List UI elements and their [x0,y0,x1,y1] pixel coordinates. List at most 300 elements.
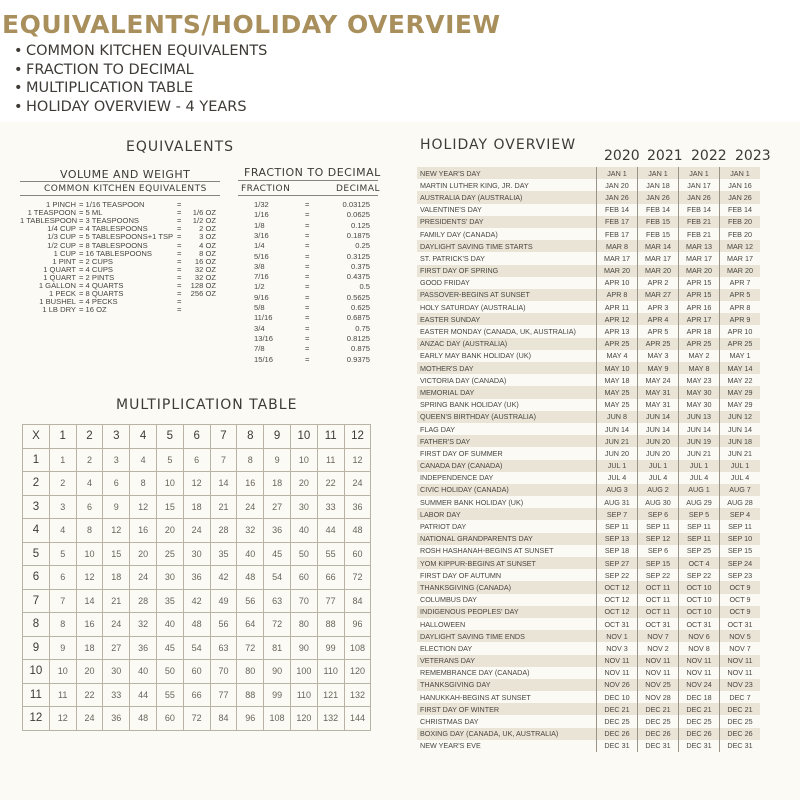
holiday-title: HOLIDAY OVERVIEW [420,137,577,153]
product-cell: 132 [317,707,344,731]
fraction-value: 3/8 [254,261,265,271]
holiday-date: NOV 11 [638,667,679,679]
equals-sign: = [177,208,182,218]
kitchen-amount: 1/2 CUP [47,240,76,250]
product-cell: 28 [210,519,237,543]
kitchen-ounces: 4 OZ [199,240,216,250]
holiday-date: AUG 7 [720,484,761,496]
holiday-date: NOV 2 [638,642,679,654]
holiday-name: EASTER SUNDAY [417,313,597,325]
column-header: 6 [183,425,210,449]
fraction-value: 3/4 [254,323,265,333]
row-header: 10 [23,660,50,684]
product-cell: 96 [237,707,264,731]
holiday-date: NOV 11 [638,655,679,667]
holiday-name: CANADA DAY (CANADA) [417,460,597,472]
multiplication-row [23,660,371,684]
holiday-date: JAN 26 [638,191,679,203]
product-cell: 24 [344,472,371,496]
holiday-name: FLAG DAY [420,424,456,434]
product-cell: 27 [264,495,291,519]
holiday-date: MAY 14 [720,362,761,374]
kitchen-amount: 1 TABLESPOON [20,216,78,226]
kitchen-ounces: 32 OZ [194,272,216,282]
holiday-date: NOV 23 [720,679,761,691]
holiday-name: GOOD FRIDAY [420,278,470,288]
holiday-date: MAR 27 [638,289,679,301]
kitchen-amount: 1 GALLON [38,281,76,290]
holiday-row [417,740,760,752]
fraction-value: 1/32 [254,200,269,209]
product-cell: 10 [290,448,317,472]
product-cell: 54 [183,636,210,660]
holiday-date: JUN 14 [597,423,638,435]
holiday-date: APR 13 [597,325,638,337]
holiday-name: NEW YEAR'S EVE [420,741,481,751]
equals-sign: = [305,220,310,230]
holiday-date: OCT 9 [720,581,761,593]
holiday-row [417,350,760,362]
holiday-date: JUL 1 [720,460,761,472]
kitchen-equivalent: = 4 QUARTS [79,281,124,290]
kitchen-equivalent: = 5 ML [79,208,103,218]
holiday-name: SPRING BANK HOLIDAY (UK) [420,400,519,410]
holiday-date: JUN 19 [679,435,720,447]
product-cell: 5 [49,542,76,566]
holiday-date: AUG 2 [638,484,679,496]
product-cell: 15 [103,542,130,566]
product-cell: 108 [264,707,291,731]
holiday-row [417,399,760,411]
holiday-date: NOV 5 [720,630,761,642]
product-cell: 24 [103,613,130,637]
holiday-date: MAR 20 [720,265,761,277]
holiday-date: NOV 1 [597,630,638,642]
holiday-date: MAY 8 [679,362,720,374]
holiday-date: MAR 14 [638,240,679,252]
holiday-date: AUG 3 [597,484,638,496]
kitchen-ounces: 1/2 OZ [192,216,216,226]
kitchen-amount: 1/4 CUP [47,224,76,234]
product-cell: 14 [210,472,237,496]
holiday-name: PATRIOT DAY [420,522,467,532]
holiday-name: REMEMBRANCE DAY (CANADA) [420,668,530,678]
holiday-row [417,606,760,618]
product-cell: 110 [290,683,317,707]
holiday-date: SEP 11 [679,520,720,532]
holiday-name: CHRISTMAS DAY [420,717,479,727]
kitchen-heading: COMMON KITCHEN EQUIVALENTS [44,184,207,194]
holiday-row [417,715,760,727]
holiday-date: APR 8 [720,301,761,313]
holiday-row [417,277,760,289]
kitchen-equivalent: = 5 TABLESPOONS+1 TSP [79,232,174,242]
contents-item: • HOLIDAY OVERVIEW - 4 YEARS [14,98,247,115]
product-cell: 70 [290,589,317,613]
product-cell: 12 [344,448,371,472]
product-cell: 72 [264,613,291,637]
product-cell: 88 [237,683,264,707]
product-cell: 7 [210,448,237,472]
product-cell: 7 [49,589,76,613]
product-cell: 8 [130,472,157,496]
decimal-value: 0.8125 [346,333,370,343]
holiday-date: DEC 31 [720,740,761,752]
holiday-date: SEP 27 [597,557,638,569]
holiday-row [417,496,760,508]
holiday-date: FEB 20 [720,228,761,240]
holiday-date: NOV 11 [679,667,720,679]
holiday-row [417,533,760,545]
holiday-name: BOXING DAY (CANADA, UK, AUSTRALIA) [417,728,597,740]
equals-sign: = [305,282,310,292]
holiday-date: OCT 11 [638,581,679,593]
holiday-row [417,691,760,703]
holiday-name: INDIGENOUS PEOPLES' DAY [417,606,597,618]
decimal-value: 0.9375 [346,354,370,364]
product-cell: 66 [317,566,344,590]
holiday-date: DEC 10 [597,691,638,703]
decimal-col-header: DECIMAL [336,184,380,194]
kitchen-amount: 1 QUART [43,264,76,274]
fraction-value: 9/16 [254,292,269,302]
holiday-date: SEP 11 [638,520,679,532]
holiday-row [417,460,760,472]
equals-sign: = [305,210,310,220]
holiday-date: AUG 1 [679,484,720,496]
holiday-date: MAY 24 [638,374,679,386]
equals-sign: = [177,232,182,242]
holiday-date: MAY 23 [679,374,720,386]
holiday-date: MAY 10 [597,362,638,374]
product-cell: 11 [49,683,76,707]
holiday-table [417,167,760,752]
holiday-row [417,581,760,593]
holiday-date: APR 25 [720,338,761,350]
holiday-date: MAY 25 [597,386,638,398]
kitchen-equivalent: = 2 PINTS [79,272,115,282]
holiday-date: MAR 8 [597,240,638,252]
column-header: 8 [237,425,264,449]
decimal-value: 0.875 [350,344,370,354]
product-cell: 81 [264,636,291,660]
fraction-value: 11/16 [254,313,273,323]
holiday-name: THANKSGIVING (CANADA) [417,581,597,593]
holiday-name: ST. PATRICK'S DAY [420,253,485,263]
product-cell: 84 [344,589,371,613]
product-cell: 3 [103,448,130,472]
holiday-date: DEC 25 [679,715,720,727]
product-cell: 121 [317,683,344,707]
holiday-date: FEB 21 [679,216,720,228]
holiday-date: MAY 4 [597,350,638,362]
divider [238,195,378,196]
holiday-date: NOV 8 [679,642,720,654]
product-cell: 72 [237,636,264,660]
multiplication-table [22,424,371,731]
holiday-row [417,655,760,667]
kitchen-amount: 1 PINCH [46,200,76,209]
product-cell: 24 [237,495,264,519]
product-cell: 5 [156,448,183,472]
holiday-row [417,216,760,228]
product-cell: 21 [103,589,130,613]
kitchen-equivalent: = 16 TABLESPOONS [79,248,152,258]
product-cell: 45 [156,636,183,660]
holiday-date: JUN 18 [720,435,761,447]
holiday-date: NOV 11 [720,655,761,667]
holiday-row [417,545,760,557]
holiday-date: SEP 22 [597,569,638,581]
product-cell: 4 [49,519,76,543]
product-cell: 60 [156,707,183,731]
holiday-name: MARTIN LUTHER KING, JR. DAY [420,180,529,190]
holiday-date: OCT 9 [720,606,761,618]
holiday-date: JAN 1 [720,167,761,179]
equals-sign: = [305,230,310,240]
product-cell: 12 [183,472,210,496]
holiday-date: DEC 21 [597,703,638,715]
holiday-row [417,472,760,484]
holiday-row [417,435,760,447]
product-cell: 10 [156,472,183,496]
column-header: 9 [264,425,291,449]
holiday-row [417,411,760,423]
holiday-name: PASSOVER-BEGINS AT SUNSET [417,289,597,301]
holiday-date: APR 15 [679,277,720,289]
holiday-date: SEP 6 [638,508,679,520]
fraction-value: 5/16 [254,251,269,261]
holiday-date: DEC 26 [679,728,720,740]
equals-sign: = [305,272,310,282]
holiday-date: MAY 31 [638,386,679,398]
holiday-date: APR 15 [679,289,720,301]
holiday-row [417,362,760,374]
year-header: 2022 [691,148,727,164]
equals-sign: = [305,241,310,251]
product-cell: 56 [210,613,237,637]
holiday-date: MAR 17 [638,252,679,264]
volume-heading: VOLUME AND WEIGHT [60,168,191,181]
holiday-name: VALENTINE'S DAY [420,205,482,215]
product-cell: 36 [344,495,371,519]
product-cell: 48 [237,566,264,590]
kitchen-equivalent: = 4 PECKS [79,297,118,307]
holiday-date: DEC 26 [720,728,761,740]
holiday-date: OCT 31 [720,618,761,630]
holiday-date: DEC 25 [720,715,761,727]
holiday-name: FATHER'S DAY [417,435,597,447]
product-cell: 16 [76,613,103,637]
holiday-date: NOV 28 [638,691,679,703]
product-cell: 40 [237,542,264,566]
product-cell: 49 [210,589,237,613]
holiday-date: JUL 4 [597,472,638,484]
product-cell: 60 [344,542,371,566]
product-cell: 12 [49,707,76,731]
row-header: 9 [23,636,50,660]
product-cell: 60 [183,660,210,684]
multiplication-row [23,542,371,566]
holiday-date: JAN 26 [597,191,638,203]
holiday-date: MAY 31 [638,399,679,411]
multiplication-row [23,425,371,449]
holiday-row [417,167,760,179]
holiday-date: NOV 11 [679,655,720,667]
kitchen-ounces: 16 OZ [194,256,216,266]
holiday-date: JAN 17 [679,179,720,191]
contents-list [14,42,267,116]
holiday-date: MAY 22 [720,374,761,386]
product-cell: 18 [103,566,130,590]
holiday-date: MAY 18 [597,374,638,386]
holiday-date: JAN 26 [720,191,761,203]
product-cell: 70 [210,660,237,684]
multiplication-row [23,566,371,590]
holiday-date: JAN 1 [597,167,638,179]
holiday-date: APR 5 [720,289,761,301]
holiday-date: NOV 7 [638,630,679,642]
holiday-date: MAY 1 [720,350,761,362]
column-header: 4 [130,425,157,449]
product-cell: 32 [237,519,264,543]
product-cell: 18 [76,636,103,660]
product-cell: 18 [183,495,210,519]
holiday-name: COLUMBUS DAY [420,595,477,605]
holiday-date: DEC 25 [597,715,638,727]
multiplication-row [23,519,371,543]
holiday-name: DAYLIGHT SAVING TIME STARTS [417,240,597,252]
holiday-date: OCT 4 [679,557,720,569]
decimal-value: 0.125 [350,220,370,230]
product-cell: 45 [264,542,291,566]
decimal-value: 0.1875 [346,230,370,240]
holiday-date: SEP 11 [597,520,638,532]
product-cell: 42 [183,589,210,613]
holiday-date: APR 2 [638,277,679,289]
holiday-date: JUN 12 [720,411,761,423]
multiplication-row [23,495,371,519]
holiday-date: MAR 17 [597,252,638,264]
product-cell: 2 [49,472,76,496]
product-cell: 36 [130,636,157,660]
product-cell: 42 [210,566,237,590]
multiplication-row [23,472,371,496]
product-cell: 25 [156,542,183,566]
holiday-row [417,386,760,398]
holiday-row [417,569,760,581]
holiday-date: NOV 25 [638,679,679,691]
equals-sign: = [177,272,182,282]
holiday-date: APR 17 [679,313,720,325]
product-cell: 80 [237,660,264,684]
holiday-date: FEB 17 [597,216,638,228]
holiday-date: DEC 31 [638,740,679,752]
holiday-name: HANUKKAH-BEGINS AT SUNSET [420,692,531,702]
holiday-date: JUN 21 [720,447,761,459]
year-header: 2021 [647,148,683,164]
holiday-date: MAR 17 [720,252,761,264]
product-cell: 4 [130,448,157,472]
holiday-row [417,374,760,386]
holiday-date: JAN 20 [597,179,638,191]
product-cell: 40 [156,613,183,637]
product-cell: 2 [76,448,103,472]
row-header: 6 [23,566,50,590]
kitchen-ounces: 3 OZ [199,232,216,242]
holiday-date: APR 25 [679,338,720,350]
decimal-value: 0.0625 [346,210,370,220]
holiday-date: SEP 12 [638,533,679,545]
product-cell: 24 [130,566,157,590]
product-cell: 24 [76,707,103,731]
equals-sign: = [305,354,310,364]
multiplication-title: MULTIPLICATION TABLE [116,397,298,413]
multiplication-row [23,448,371,472]
year-header: 2023 [735,148,771,164]
holiday-name: QUEEN'S BIRTHDAY (AUSTRALIA) [417,411,597,423]
decimal-value: 0.25 [355,241,370,251]
product-cell: 77 [210,683,237,707]
equals-sign: = [305,333,310,343]
kitchen-amount: 1 PINT [52,256,76,266]
kitchen-amount: 1 PECK [48,289,76,299]
row-header: 12 [23,707,50,731]
product-cell: 48 [130,707,157,731]
product-cell: 33 [103,683,130,707]
fraction-heading: FRACTION TO DECIMAL [244,166,381,179]
product-cell: 100 [290,660,317,684]
product-cell: 4 [76,472,103,496]
holiday-date: AUG 30 [638,496,679,508]
page-title: EQUIVALENTS/HOLIDAY OVERVIEW [2,10,501,39]
equals-sign: = [177,200,182,209]
holiday-date: DEC 18 [679,691,720,703]
holiday-name: FAMILY DAY (CANADA) [420,229,498,239]
product-cell: 12 [130,495,157,519]
equals-sign: = [177,305,182,315]
holiday-date: JUN 14 [638,423,679,435]
product-cell: 35 [210,542,237,566]
row-header: 11 [23,683,50,707]
holiday-name: FIRST DAY OF AUTUMN [420,570,502,580]
holiday-date: OCT 31 [638,618,679,630]
decimal-value: 0.3125 [346,251,370,261]
holiday-date: JUL 4 [720,472,761,484]
product-cell: 36 [264,519,291,543]
holiday-date: APR 12 [597,313,638,325]
fraction-value: 1/8 [254,220,265,230]
kitchen-amount: 1/3 CUP [47,232,76,242]
holiday-date: NOV 3 [597,642,638,654]
product-cell: 55 [156,683,183,707]
product-cell: 16 [237,472,264,496]
product-cell: 99 [264,683,291,707]
holiday-name: HALLOWEEN [420,619,466,629]
holiday-name: FIRST DAY OF SPRING [417,265,597,277]
holiday-name: MOTHER'S DAY [417,362,597,374]
holiday-date: OCT 31 [597,618,638,630]
multiplication-row [23,707,371,731]
contents-item: • MULTIPLICATION TABLE [14,80,194,96]
product-cell: 144 [344,707,371,731]
holiday-date: JAN 1 [679,167,720,179]
product-cell: 8 [76,519,103,543]
column-header: 10 [290,425,317,449]
holiday-date: FEB 15 [638,216,679,228]
holiday-date: MAR 20 [679,265,720,277]
holiday-row [417,313,760,325]
